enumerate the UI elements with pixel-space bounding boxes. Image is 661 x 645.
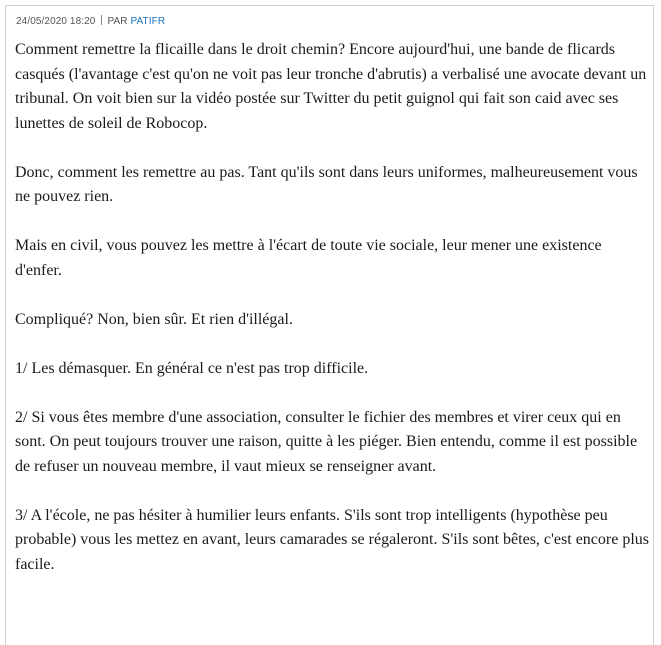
comment-body xyxy=(15,38,651,602)
comment-paragraph: Comment remettre la flicaille dans le droit chemin? Encore aujourd'hui, une bande de flicards casqués (l'avantage c'est qu'on ne voit pas leur tronche d'abrutis) a verbalisé une avocate devant un tribunal. On voit bien sur la vidéo postée sur Twitter du petit guignol qui fait son caid avec ses lunettes de soleil de Robocop. xyxy=(15,41,647,132)
author-link[interactable]: PATIFR xyxy=(130,16,166,27)
comment-meta xyxy=(16,15,165,27)
comment-paragraph: Mais en civil, vous pouvez les mettre à l'écart de toute vie sociale, leur mener une existence d'enfer. xyxy=(15,237,602,279)
comment-card xyxy=(5,5,654,645)
meta-divider xyxy=(101,15,102,25)
comment-paragraph: Compliqué? Non, bien sûr. Et rien d'illégal. xyxy=(15,310,293,328)
comment-paragraph: 2/ Si vous êtes membre d'une association, consulter le fichier des membres et virer ceux qui en sont. On peut toujours trouver une raison, quitte à les piéger. Bien entendu, comme il est possible de refuser un nouveau membre, il vaut mieux se renseigner avant. xyxy=(15,408,638,475)
comment-paragraph: Donc, comment les remettre au pas. Tant qu'ils sont dans leurs uniformes, malheureusement vous ne pouvez rien. xyxy=(15,163,638,205)
comment-paragraph: 1/ Les démasquer. En général ce n'est pas trop difficile. xyxy=(15,359,369,377)
by-label: PAR xyxy=(107,16,128,27)
comment-paragraph: 3/ A l'école, ne pas hésiter à humilier leurs enfants. S'ils sont trop intelligents (hypothèse peu probable) vous les mettez en avant, leurs camarades se régaleront. S'ils sont bêtes, c'est encore plus facile. xyxy=(15,506,649,573)
comment-date: 24/05/2020 18:20 xyxy=(16,16,96,27)
